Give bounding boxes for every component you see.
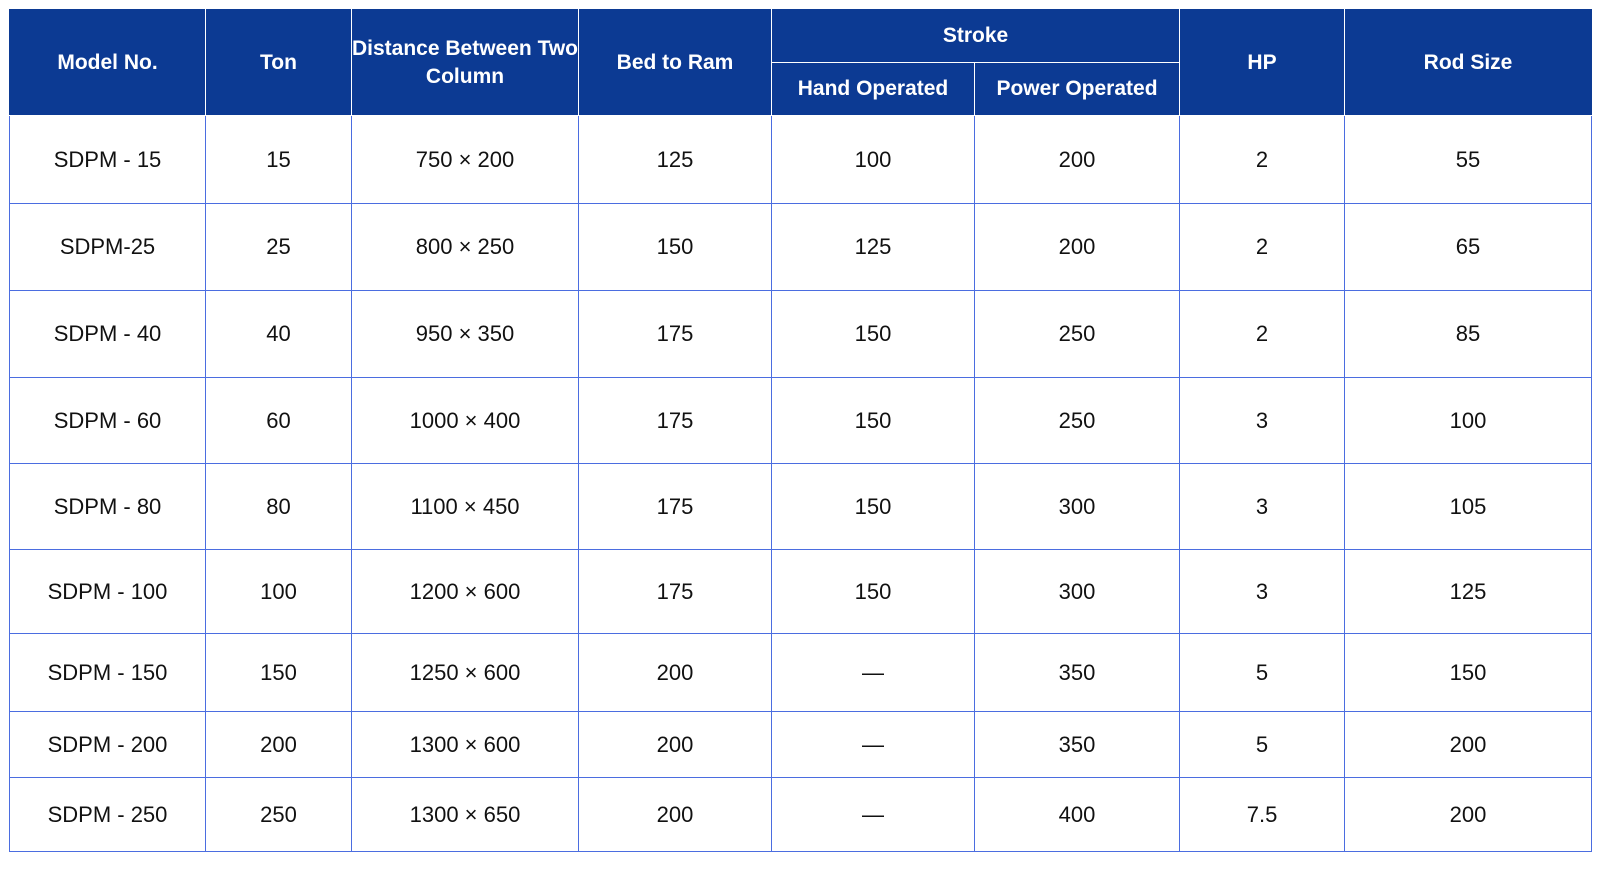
cell-model-no: SDPM-25 [10, 204, 206, 291]
cell-ton: 25 [206, 204, 352, 291]
table-row [10, 378, 1592, 464]
cell-rod-size: 55 [1345, 116, 1592, 204]
table-row [10, 550, 1592, 634]
cell-model-no: SDPM - 250 [10, 778, 206, 852]
cell-distance: 750 × 200 [352, 116, 579, 204]
cell-distance: 800 × 250 [352, 204, 579, 291]
cell-distance: 950 × 350 [352, 291, 579, 378]
cell-power-operated: 250 [975, 378, 1180, 464]
header-distance-between-columns: Distance Between Two Column [352, 10, 579, 116]
cell-power-operated: 200 [975, 116, 1180, 204]
header-stroke: Stroke [772, 10, 1180, 63]
cell-rod-size: 100 [1345, 378, 1592, 464]
cell-rod-size: 85 [1345, 291, 1592, 378]
header-hp: HP [1180, 10, 1345, 116]
header-bed-to-ram: Bed to Ram [579, 10, 772, 116]
header-rod-size: Rod Size [1345, 10, 1592, 116]
cell-ton: 40 [206, 291, 352, 378]
cell-model-no: SDPM - 80 [10, 464, 206, 550]
cell-hp: 5 [1180, 712, 1345, 778]
cell-bed-to-ram: 200 [579, 778, 772, 852]
cell-hp: 5 [1180, 634, 1345, 712]
cell-hand-operated: 100 [772, 116, 975, 204]
cell-bed-to-ram: 200 [579, 634, 772, 712]
cell-hand-operated: — [772, 712, 975, 778]
cell-hp: 3 [1180, 550, 1345, 634]
cell-ton: 150 [206, 634, 352, 712]
cell-model-no: SDPM - 15 [10, 116, 206, 204]
cell-distance: 1300 × 600 [352, 712, 579, 778]
cell-model-no: SDPM - 150 [10, 634, 206, 712]
cell-ton: 250 [206, 778, 352, 852]
specification-table [9, 9, 1592, 852]
cell-bed-to-ram: 125 [579, 116, 772, 204]
cell-bed-to-ram: 200 [579, 712, 772, 778]
cell-ton: 100 [206, 550, 352, 634]
cell-hand-operated: — [772, 634, 975, 712]
cell-distance: 1300 × 650 [352, 778, 579, 852]
cell-bed-to-ram: 175 [579, 550, 772, 634]
cell-hand-operated: — [772, 778, 975, 852]
header-hand-operated: Hand Operated [772, 63, 975, 116]
cell-hand-operated: 150 [772, 550, 975, 634]
cell-hp: 2 [1180, 291, 1345, 378]
table-row [10, 204, 1592, 291]
cell-hand-operated: 125 [772, 204, 975, 291]
cell-distance: 1100 × 450 [352, 464, 579, 550]
cell-hand-operated: 150 [772, 378, 975, 464]
cell-rod-size: 200 [1345, 778, 1592, 852]
cell-bed-to-ram: 175 [579, 464, 772, 550]
cell-power-operated: 200 [975, 204, 1180, 291]
cell-hp: 2 [1180, 116, 1345, 204]
cell-distance: 1200 × 600 [352, 550, 579, 634]
cell-bed-to-ram: 150 [579, 204, 772, 291]
table-row [10, 712, 1592, 778]
cell-model-no: SDPM - 100 [10, 550, 206, 634]
cell-distance: 1000 × 400 [352, 378, 579, 464]
cell-hand-operated: 150 [772, 464, 975, 550]
header-model-no: Model No. [10, 10, 206, 116]
cell-hp: 3 [1180, 378, 1345, 464]
cell-rod-size: 105 [1345, 464, 1592, 550]
cell-rod-size: 125 [1345, 550, 1592, 634]
cell-rod-size: 150 [1345, 634, 1592, 712]
cell-model-no: SDPM - 40 [10, 291, 206, 378]
header-ton: Ton [206, 10, 352, 116]
cell-model-no: SDPM - 200 [10, 712, 206, 778]
cell-ton: 80 [206, 464, 352, 550]
table-row [10, 634, 1592, 712]
cell-rod-size: 200 [1345, 712, 1592, 778]
cell-hp: 3 [1180, 464, 1345, 550]
table-row [10, 116, 1592, 204]
cell-bed-to-ram: 175 [579, 291, 772, 378]
header-power-operated: Power Operated [975, 63, 1180, 116]
cell-bed-to-ram: 175 [579, 378, 772, 464]
cell-ton: 60 [206, 378, 352, 464]
cell-hp: 7.5 [1180, 778, 1345, 852]
cell-power-operated: 300 [975, 464, 1180, 550]
cell-ton: 15 [206, 116, 352, 204]
table-body [10, 116, 1592, 852]
cell-power-operated: 350 [975, 712, 1180, 778]
cell-power-operated: 400 [975, 778, 1180, 852]
table-row [10, 778, 1592, 852]
cell-power-operated: 350 [975, 634, 1180, 712]
table-row [10, 464, 1592, 550]
table-row [10, 291, 1592, 378]
cell-rod-size: 65 [1345, 204, 1592, 291]
cell-hp: 2 [1180, 204, 1345, 291]
table-header [10, 10, 1592, 116]
cell-hand-operated: 150 [772, 291, 975, 378]
cell-model-no: SDPM - 60 [10, 378, 206, 464]
cell-power-operated: 250 [975, 291, 1180, 378]
cell-power-operated: 300 [975, 550, 1180, 634]
cell-distance: 1250 × 600 [352, 634, 579, 712]
cell-ton: 200 [206, 712, 352, 778]
